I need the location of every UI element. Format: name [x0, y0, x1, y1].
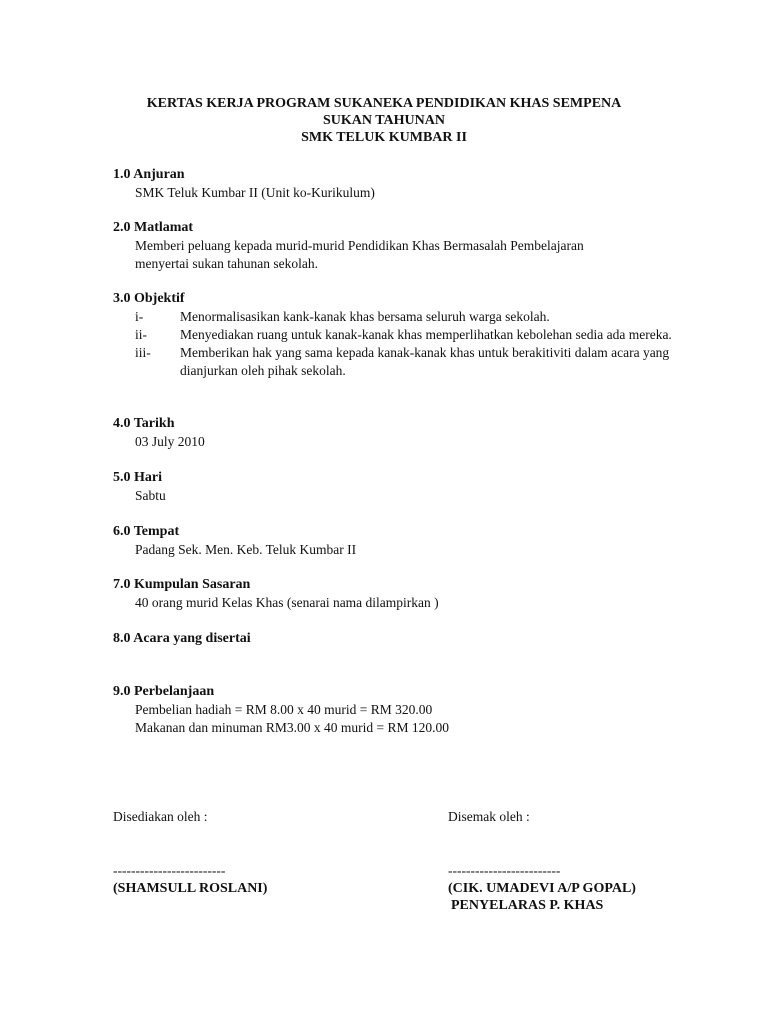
list-item-number: i- [135, 309, 144, 324]
section-heading: 8.0 Acara yang disertai [113, 631, 251, 646]
section-body-line: Makanan dan minuman RM3.00 x 40 murid = RM 120.00 [135, 720, 449, 735]
title-line-1: KERTAS KERJA PROGRAM SUKANEKA PENDIDIKAN KHAS SEMPENA [146, 96, 622, 111]
document-title [0, 95, 768, 146]
section-hari [113, 469, 673, 505]
section-kumpulan-sasaran [113, 576, 673, 612]
section-body-line: menyertai sukan tahunan sekolah. [135, 256, 318, 271]
section-heading: 7.0 Kumpulan Sasaran [113, 577, 251, 592]
list-item-number: iii- [135, 345, 151, 360]
list-item-text: Menyediakan ruang untuk kanak-kanak khas memperlihatkan kebolehan sedia ada mereka. [180, 327, 672, 342]
list-item-number: ii- [135, 327, 147, 342]
list-item-text: Menormalisasikan kank-kanak khas bersama seluruh warga sekolah. [180, 309, 550, 324]
list-item [113, 344, 673, 380]
checked-signature-line: ------------------------- [448, 863, 561, 878]
section-acara [113, 630, 673, 648]
prepared-by-name: (SHAMSULL ROSLANI) [113, 881, 268, 896]
prepared-signature-line: ------------------------- [113, 863, 226, 878]
checked-by-label: Disemak oleh : [448, 809, 530, 824]
title-line-3: SMK TELUK KUMBAR II [301, 130, 467, 145]
section-anjuran [113, 166, 673, 202]
section-heading: 2.0 Matlamat [113, 220, 194, 235]
prepared-by-label: Disediakan oleh : [113, 809, 208, 824]
section-body-line: Pembelian hadiah = RM 8.00 x 40 murid = RM 320.00 [135, 702, 433, 717]
section-heading: 4.0 Tarikh [113, 416, 175, 431]
section-tarikh [113, 415, 673, 451]
section-objektif [113, 290, 673, 380]
section-tempat [113, 523, 673, 559]
list-item-text: Memberikan hak yang sama kepada kanak-kanak khas untuk berakitiviti dalam acara yang dianjurkan oleh pihak sekolah. [180, 345, 670, 378]
section-matlamat [113, 219, 673, 273]
checked-by-name: (CIK. UMADEVI A/P GOPAL) [448, 881, 636, 896]
list-item [113, 308, 673, 326]
section-body: Padang Sek. Men. Keb. Teluk Kumbar II [135, 542, 357, 557]
section-body: 40 orang murid Kelas Khas (senarai nama dilampirkan ) [135, 595, 439, 610]
section-heading: 3.0 Objektif [113, 291, 185, 306]
section-body-line: Memberi peluang kepada murid-murid Pendidikan Khas Bermasalah Pembelajaran [135, 238, 584, 253]
checked-by-role: PENYELARAS P. KHAS [451, 898, 604, 913]
section-heading: 6.0 Tempat [113, 524, 180, 539]
section-heading: 1.0 Anjuran [113, 167, 185, 182]
list-item [113, 326, 673, 344]
section-body: Sabtu [135, 488, 166, 503]
section-perbelanjaan [113, 683, 673, 737]
section-body: 03 July 2010 [135, 434, 205, 449]
section-heading: 9.0 Perbelanjaan [113, 684, 215, 699]
title-line-2: SUKAN TAHUNAN [323, 113, 445, 128]
section-heading: 5.0 Hari [113, 470, 162, 485]
section-body: SMK Teluk Kumbar II (Unit ko-Kurikulum) [135, 185, 375, 200]
